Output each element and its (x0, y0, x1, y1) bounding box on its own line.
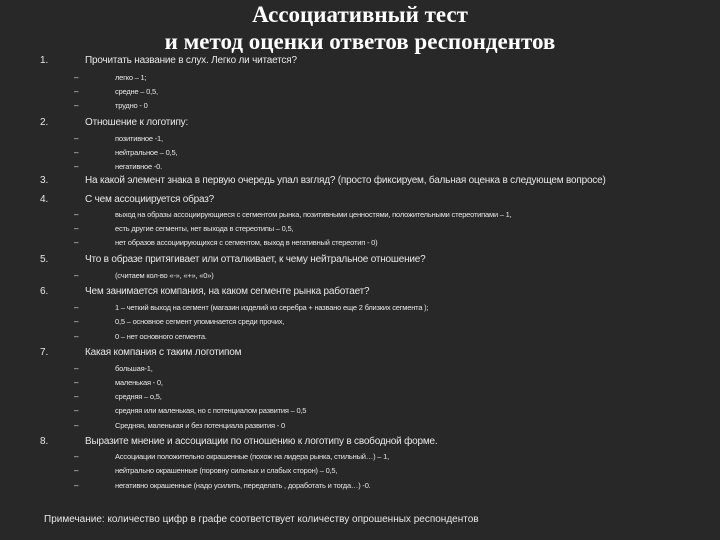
dash-bullet-icon: – (74, 332, 79, 341)
dash-bullet-icon: – (74, 481, 79, 490)
answer-option: средняя – о,5, (115, 392, 162, 401)
question-text: С чем ассоциируется образ? (85, 194, 215, 205)
item-number: 3. (40, 175, 49, 186)
dash-bullet-icon: – (74, 466, 79, 475)
answer-option: выход на образы ассоциирующиеся с сегментом рынка, позитивными ценностями, положительными стереотипами – 1, (115, 210, 512, 219)
dash-bullet-icon: – (74, 317, 79, 326)
answer-option: (считаем кол-во «-», «+», «0») (115, 271, 214, 280)
dash-bullet-icon: – (74, 421, 79, 430)
answer-option: есть другие сегменты, нет выхода в стереотипы – 0,5, (115, 224, 294, 233)
item-number: 2. (40, 117, 49, 128)
dash-bullet-icon: – (74, 87, 79, 96)
dash-bullet-icon: – (74, 303, 79, 312)
slide-title-line1: Ассоциативный тест (252, 2, 468, 27)
answer-option: Ассоциации положительно окрашенные (похож на лидера рынка, стильный…) – 1, (115, 452, 389, 461)
dash-bullet-icon: – (74, 148, 79, 157)
dash-bullet-icon: – (74, 392, 79, 401)
answer-option: средне – 0,5, (115, 87, 158, 96)
slide-title-line2: и метод оценки ответов респондентов (164, 29, 556, 54)
dash-bullet-icon: – (74, 271, 79, 280)
answer-option: легко – 1; (115, 73, 147, 82)
item-number: 4. (40, 194, 49, 205)
question-text: Выразите мнение и ассоциации по отношению к логотипу в свободной форме. (85, 436, 438, 447)
dash-bullet-icon: – (74, 162, 79, 171)
dash-bullet-icon: – (74, 101, 79, 110)
answer-option: 0,5 – основное сегмент упоминается среди прочих, (115, 317, 285, 326)
dash-bullet-icon: – (74, 364, 79, 373)
item-number: 1. (40, 55, 49, 66)
answer-option: маленькая - 0, (115, 378, 163, 387)
dash-bullet-icon: – (74, 238, 79, 247)
question-text: Отношение к логотипу: (85, 117, 189, 128)
answer-option: негативное -0. (115, 162, 163, 171)
answer-option: трудно - 0 (115, 101, 148, 110)
answer-option: средняя или маленькая, но с потенциалом развития – 0,5 (115, 406, 307, 415)
answer-option: 1 – четкий выход на сегмент (магазин изделий из серебра + названо еще 2 близких сегмента ); (115, 303, 429, 312)
dash-bullet-icon: – (74, 134, 79, 143)
footnote: Примечание: количество цифр в графе соответствует количеству опрошенных респондентов (44, 514, 479, 525)
dash-bullet-icon: – (74, 210, 79, 219)
answer-option: Средняя, маленькая и без потенциала развития - 0 (115, 421, 285, 430)
answer-option: 0 – нет основного сегмента. (115, 332, 207, 341)
answer-option: позитивное -1, (115, 134, 163, 143)
item-number: 8. (40, 436, 49, 447)
question-text: Какая компания с таким логотипом (85, 347, 242, 358)
question-text: На какой элемент знака в первую очередь упал взгляд? (просто фиксируем, бальная оценка в следующем вопросе) (85, 175, 606, 186)
dash-bullet-icon: – (74, 452, 79, 461)
item-number: 6. (40, 286, 49, 297)
dash-bullet-icon: – (74, 224, 79, 233)
item-number: 7. (40, 347, 49, 358)
answer-option: нейтральное – 0,5, (115, 148, 178, 157)
question-text: Прочитать название в слух. Легко ли читается? (85, 55, 297, 66)
question-text: Чем занимается компания, на каком сегменте рынка работает? (85, 286, 370, 297)
dash-bullet-icon: – (74, 406, 79, 415)
question-text: Что в образе притягивает или отталкивает, к чему нейтральное отношение? (85, 254, 426, 265)
dash-bullet-icon: – (74, 378, 79, 387)
item-number: 5. (40, 254, 49, 265)
answer-option: большая-1, (115, 364, 153, 373)
answer-option: нейтрально окрашенные (поровну сильных и слабых сторон) – 0,5, (115, 466, 338, 475)
answer-option: нет образов ассоциирующихся с сегментом, выход в негативный стереотип - 0) (115, 238, 378, 247)
answer-option: негативно окрашенные (надо усилить, переделать , доработать и тогда…) -0. (115, 481, 371, 490)
dash-bullet-icon: – (74, 73, 79, 82)
